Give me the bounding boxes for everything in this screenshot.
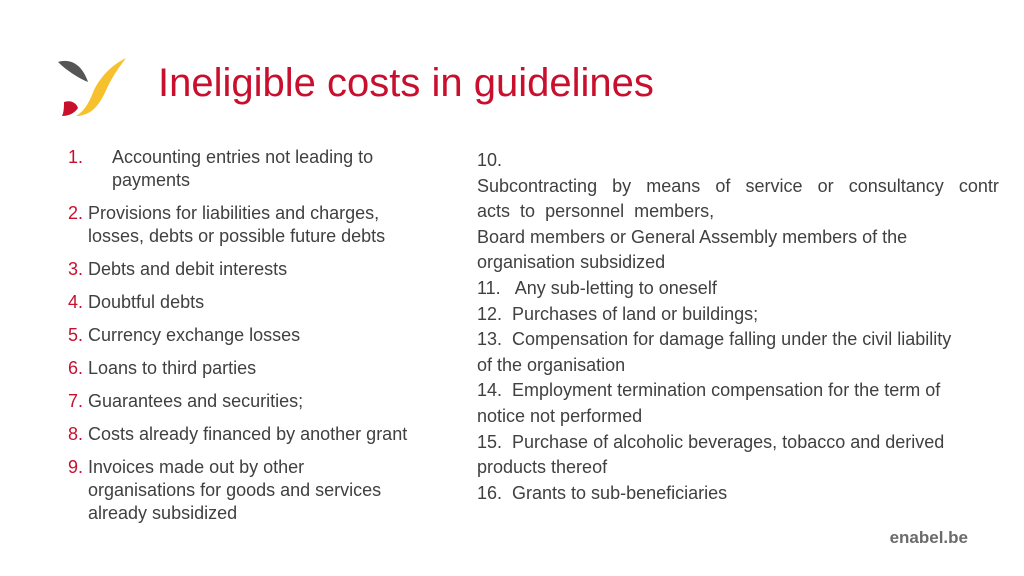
list-item-number: 4. xyxy=(68,292,84,312)
text-line: 16. Grants to sub-beneficiaries xyxy=(477,482,728,503)
list-item-number: 3. xyxy=(68,259,84,279)
list-item-text xyxy=(112,146,373,192)
list-item-number: 2. xyxy=(68,203,84,223)
list-item xyxy=(68,291,448,314)
list-item-line: Costs already financed by another grant xyxy=(88,424,408,444)
text-line: 10. xyxy=(477,150,503,170)
text-line: Board members or General Assembly members of the xyxy=(477,226,908,247)
list-item-line: Currency exchange losses xyxy=(88,325,301,345)
page-title: Ineligible costs in guidelines xyxy=(158,61,654,105)
list-item xyxy=(68,202,448,248)
text-line: 11. Any sub-letting to oneself xyxy=(477,277,717,298)
list-item-line: already subsidized xyxy=(88,503,238,523)
list-item-number: 7. xyxy=(68,391,84,411)
list-item xyxy=(68,423,448,446)
text-line: 12. Purchases of land or buildings; xyxy=(477,303,759,324)
word: Subcontracting xyxy=(477,175,598,196)
text-line: of the organisation xyxy=(477,354,626,375)
site-url: enabel.be xyxy=(889,528,968,547)
enabel-logo-icon xyxy=(56,56,128,120)
text-line: organisation subsidized xyxy=(477,252,666,273)
list-item xyxy=(68,324,448,347)
list-item-text xyxy=(88,291,204,314)
list-item-number: 9. xyxy=(68,457,84,477)
list-item xyxy=(68,357,448,380)
text-line: products thereof xyxy=(477,457,608,478)
word: members, xyxy=(634,201,715,222)
list-item-line: Loans to third parties xyxy=(88,358,257,378)
list-item-number: 5. xyxy=(68,325,84,345)
logo-gray-shape xyxy=(58,61,88,82)
list-item xyxy=(68,390,448,413)
word: means xyxy=(646,175,701,196)
word: to xyxy=(520,201,536,222)
ineligible-costs-list xyxy=(68,146,448,535)
list-item-line: losses, debts or possible future debts xyxy=(88,226,386,246)
word: consultancy xyxy=(848,175,944,196)
list-item-line: Debts and debit interests xyxy=(88,259,288,279)
word: acts xyxy=(477,201,511,222)
list-item xyxy=(68,258,448,281)
list-item-line: Accounting entries not leading to xyxy=(112,147,374,167)
list-item-line: Guarantees and securities; xyxy=(88,391,304,411)
text-line: 14. Employment termination compensation for the term of xyxy=(477,380,941,401)
text-line: notice not performed xyxy=(477,405,643,426)
logo-yellow-shape xyxy=(76,58,126,116)
list-item-text xyxy=(88,357,256,380)
word: contr xyxy=(958,175,999,196)
text-line: 15. Purchase of alcoholic beverages, tobacco and derived xyxy=(477,431,945,452)
list-item-line: organisations for goods and services xyxy=(88,480,382,500)
word: service xyxy=(745,175,803,196)
ineligible-costs-continued xyxy=(477,148,999,506)
list-item-line: payments xyxy=(112,170,191,190)
list-item xyxy=(68,146,448,192)
list-item-line: Provisions for liabilities and charges, xyxy=(88,203,380,223)
word: of xyxy=(715,175,731,196)
logo-red-shape xyxy=(62,101,78,116)
list-item-text xyxy=(88,202,385,248)
text-line: 13. Compensation for damage falling under the civil liability xyxy=(477,329,952,350)
list-item-line: Doubtful debts xyxy=(88,292,205,312)
list-item-line: Invoices made out by other xyxy=(88,457,305,477)
list-item-text xyxy=(88,324,300,347)
justified-line xyxy=(477,174,999,200)
list-item-text xyxy=(88,456,381,525)
list-item-number: 6. xyxy=(68,358,84,378)
list-item-text xyxy=(88,390,303,413)
word: personnel xyxy=(545,201,625,222)
word: or xyxy=(817,175,834,196)
list-item-text xyxy=(88,423,407,446)
word: by xyxy=(612,175,632,196)
list-item-number: 8. xyxy=(68,424,84,444)
list-item xyxy=(68,456,448,525)
text-line xyxy=(477,199,999,225)
list-item-text xyxy=(88,258,287,281)
list-item-number: 1. xyxy=(68,147,84,167)
